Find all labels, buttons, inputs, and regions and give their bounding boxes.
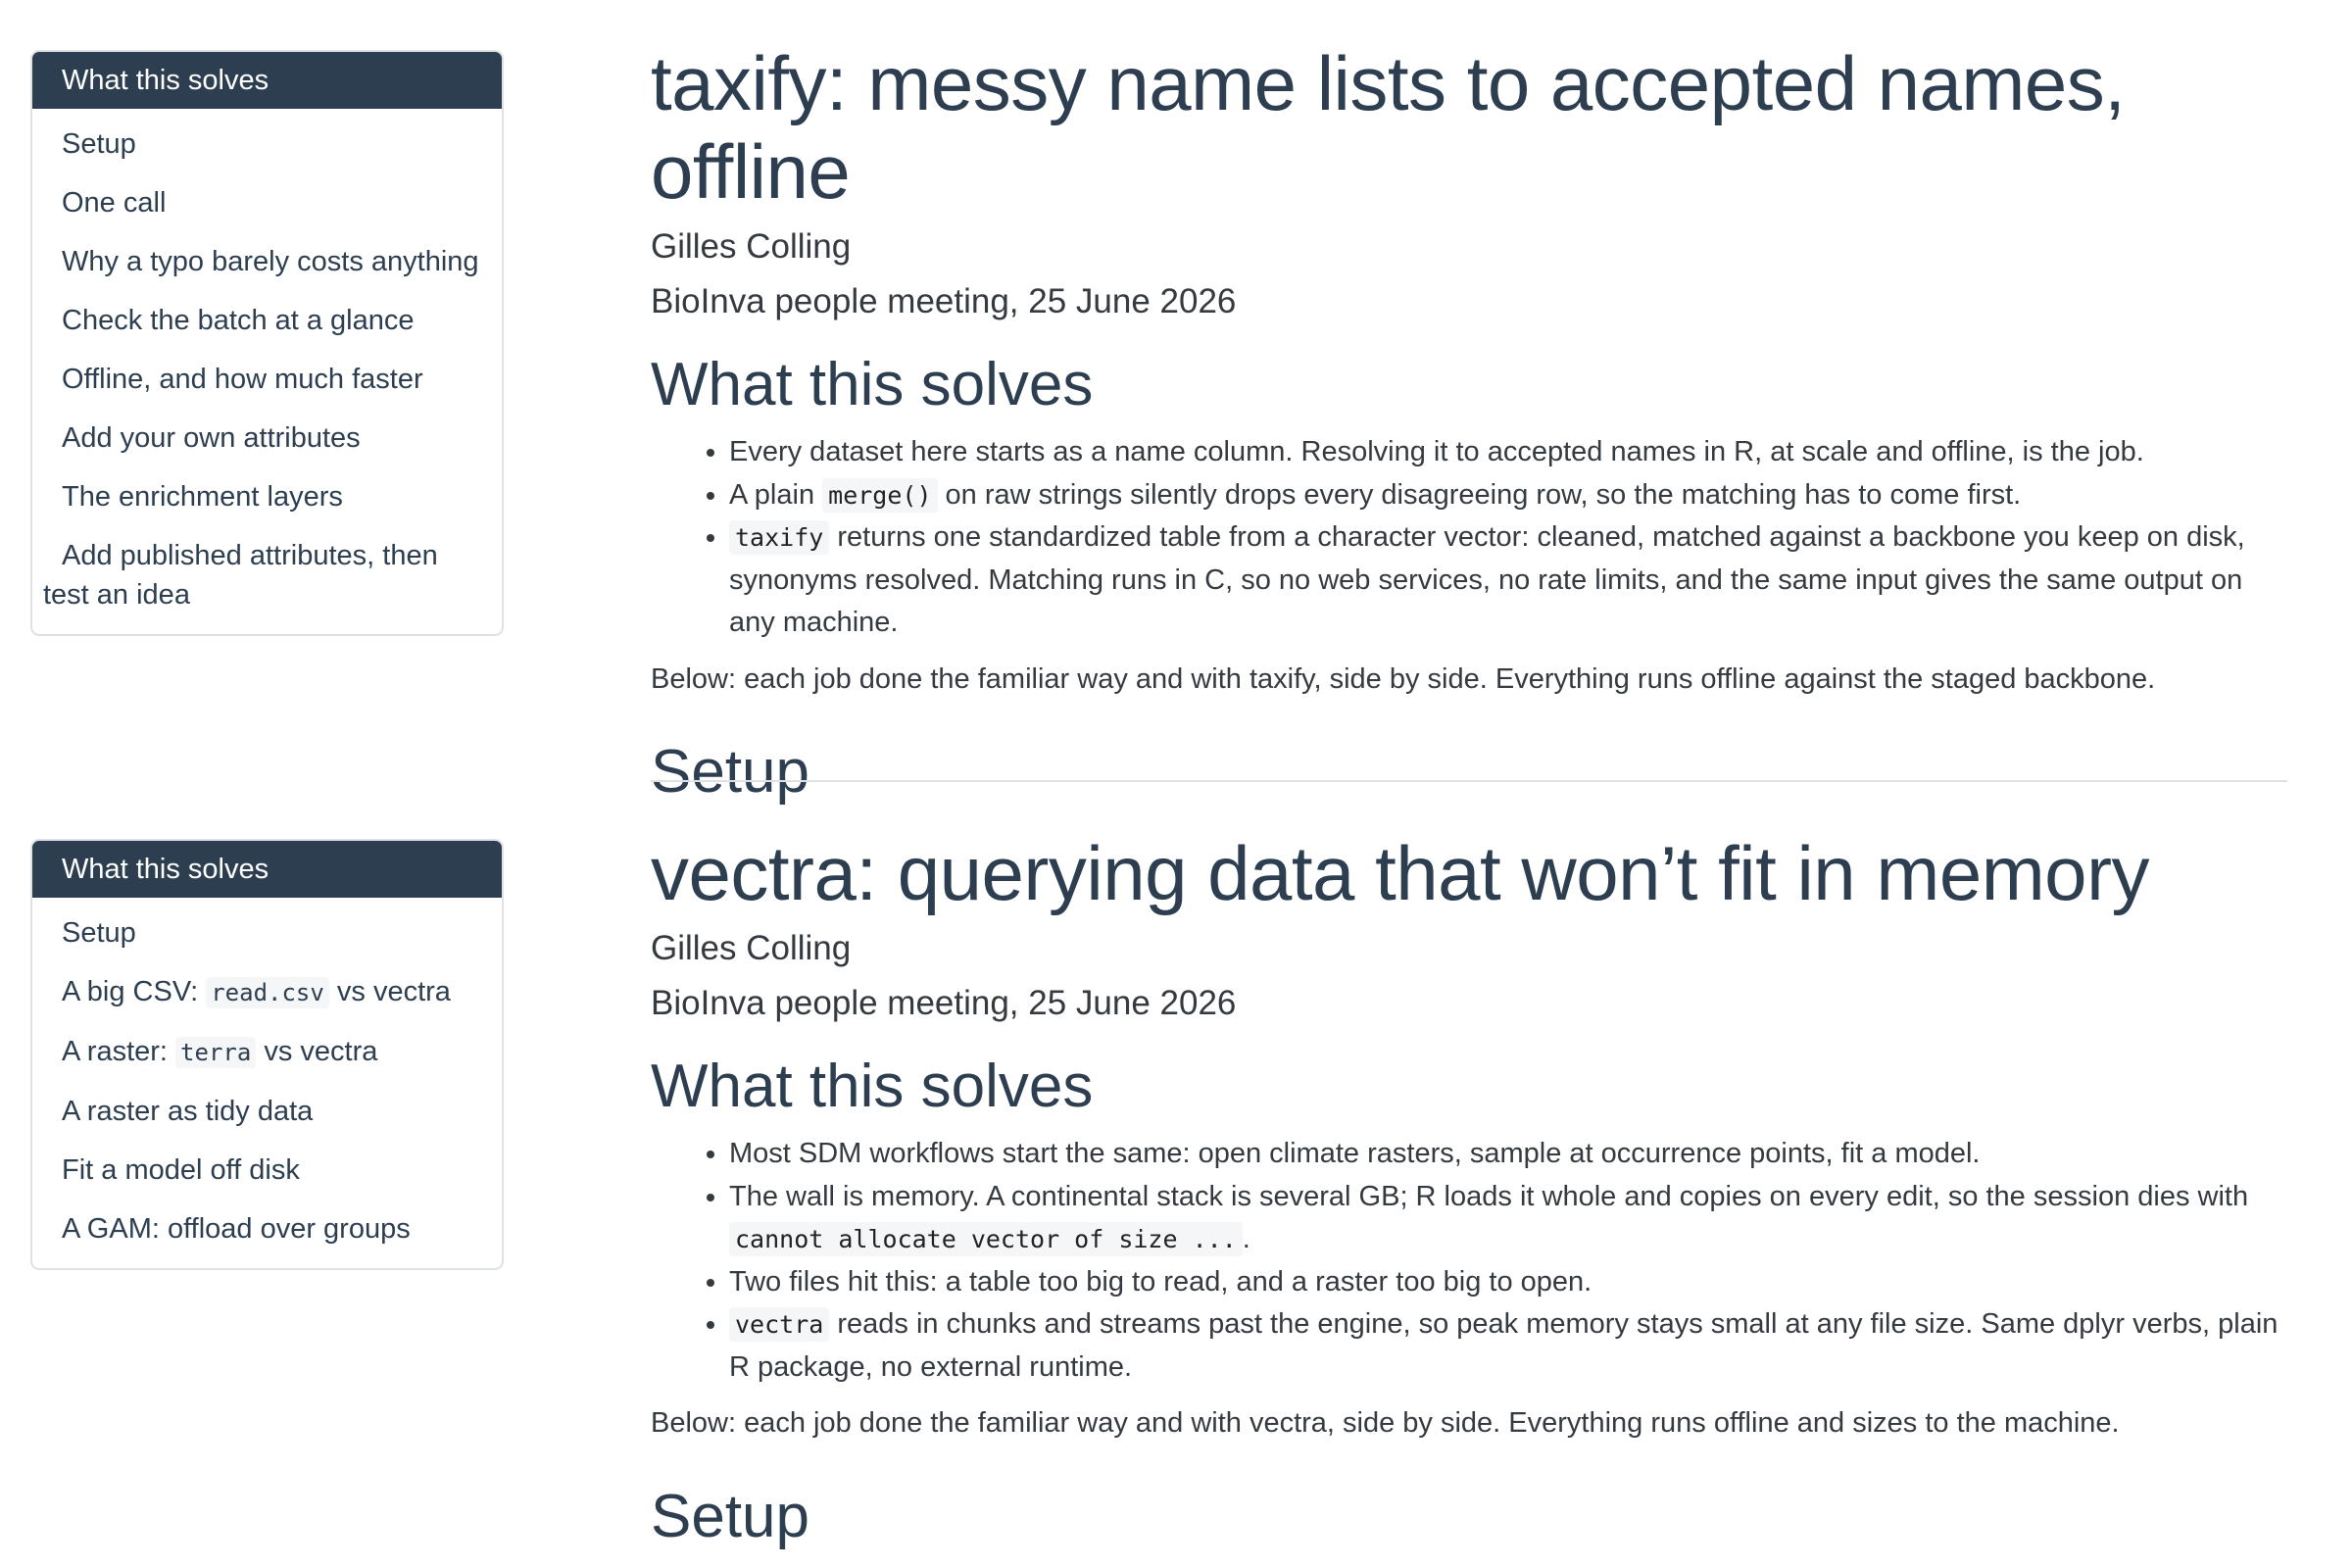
table-of-contents bbox=[30, 50, 504, 636]
text: on raw strings silently drops every disagreeing row, so the matching has to come first. bbox=[937, 478, 2022, 511]
inline-code: taxify bbox=[729, 520, 829, 555]
list-item bbox=[729, 516, 2287, 645]
text: returns one standardized table from a character vector: cleaned, matched against a backbone you keep on disk, synonyms resolved. Matching runs in C, so no web services, no rate limits, and the same input gives the same output on any machine. bbox=[729, 521, 2245, 638]
text: vs vectra bbox=[256, 1036, 378, 1067]
toc-item[interactable]: Why a typo barely costs anything bbox=[62, 246, 479, 277]
list-item bbox=[729, 1176, 2287, 1261]
page-title: taxify: messy name lists to accepted names, offline bbox=[651, 40, 2126, 215]
main-content bbox=[651, 39, 2287, 818]
toc-active-item[interactable]: What this solves bbox=[32, 52, 502, 109]
vectra-slide bbox=[0, 790, 2352, 1568]
text: reads in chunks and streams past the engine, so peak memory stays small at any file size. Same dplyr verbs, plain R package, no external runtime. bbox=[729, 1308, 2278, 1383]
toc-item[interactable] bbox=[32, 1022, 502, 1082]
date: BioInva people meeting, 25 June 2026 bbox=[651, 984, 1237, 1022]
bullet-list bbox=[651, 1133, 2287, 1389]
toc-item[interactable]: Setup bbox=[62, 917, 136, 949]
toc-active-item[interactable]: What this solves bbox=[32, 841, 502, 898]
bullet-list bbox=[651, 431, 2287, 645]
table-of-contents bbox=[30, 839, 504, 1270]
paragraph: Below: each job done the familiar way and with vectra, side by side. Everything runs offline and sizes to the machine. bbox=[651, 1407, 2120, 1439]
text: . bbox=[1242, 1223, 1250, 1254]
inline-code: merge() bbox=[822, 478, 937, 513]
toc-item[interactable]: The enrichment layers bbox=[62, 481, 343, 513]
list-item bbox=[729, 474, 2287, 517]
toc-item[interactable] bbox=[32, 962, 502, 1022]
inline-code: vectra bbox=[729, 1307, 829, 1342]
toc-item[interactable]: Setup bbox=[62, 128, 136, 160]
section-heading: What this solves bbox=[651, 351, 1094, 418]
date: BioInva people meeting, 25 June 2026 bbox=[651, 282, 1237, 320]
text: vs vectra bbox=[328, 976, 451, 1007]
section-heading: What this solves bbox=[651, 1053, 1094, 1120]
page-title: vectra: querying data that won’t fit in memory bbox=[651, 830, 2150, 916]
toc-item[interactable] bbox=[32, 526, 502, 624]
inline-code: cannot allocate vector of size ... bbox=[729, 1222, 1243, 1256]
toc-item[interactable]: A raster as tidy data bbox=[62, 1096, 314, 1127]
text: A raster: bbox=[62, 1036, 176, 1067]
author: Gilles Colling bbox=[651, 929, 852, 967]
author: Gilles Colling bbox=[651, 227, 852, 266]
list-item bbox=[729, 1303, 2287, 1389]
divider bbox=[651, 780, 2287, 782]
toc-item[interactable]: One call bbox=[62, 187, 167, 219]
section-heading: Setup bbox=[651, 738, 810, 806]
paragraph: Below: each job done the familiar way and with taxify, side by side. Everything runs offline against the staged backbone. bbox=[651, 662, 2156, 695]
section-heading: Setup bbox=[651, 1482, 810, 1550]
toc-item[interactable]: A GAM: offload over groups bbox=[62, 1213, 411, 1245]
list-item: • Most SDM workflows start the same: open climate rasters, sample at occurrence points, fit a model. bbox=[729, 1133, 2287, 1176]
toc-item[interactable]: Offline, and how much faster bbox=[62, 364, 423, 395]
inline-code: read.csv bbox=[206, 977, 329, 1008]
text: A big CSV: bbox=[62, 976, 207, 1007]
toc-item[interactable]: Fit a model off disk bbox=[62, 1154, 300, 1186]
toc-list bbox=[32, 109, 502, 634]
main-content bbox=[651, 829, 2287, 1563]
list-item: • Two files hit this: a table too big to read, and a raster too big to open. bbox=[729, 1261, 2287, 1304]
text: A plain bbox=[729, 478, 823, 511]
toc-item[interactable]: Add your own attributes bbox=[62, 422, 361, 454]
text: The wall is memory. A continental stack is several GB; R loads it whole and copies on every edit, so the session dies with bbox=[729, 1180, 2249, 1212]
toc-item[interactable]: Check the batch at a glance bbox=[62, 305, 415, 336]
toc-item-line: test an idea bbox=[43, 579, 190, 611]
toc-item-line: Add published attributes, then bbox=[62, 540, 438, 571]
list-item: • Every dataset here starts as a name column. Resolving it to accepted names in R, at scale and offline, is the job. bbox=[729, 431, 2287, 474]
toc-list bbox=[32, 898, 502, 1268]
inline-code: terra bbox=[175, 1037, 256, 1068]
